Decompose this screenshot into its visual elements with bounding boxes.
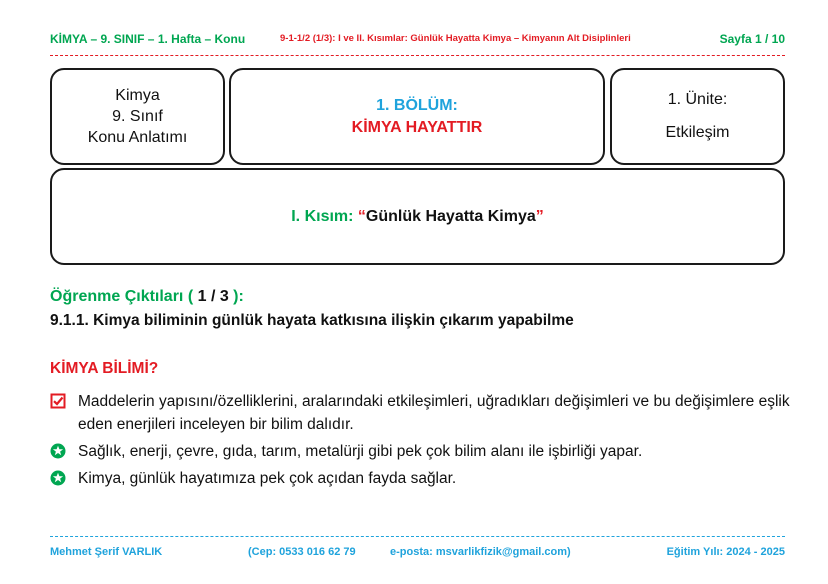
bullet-text: Sağlık, enerji, çevre, gıda, tarım, metalürji gibi pek çok bilim alanı ile işbirliği yapar. (78, 443, 643, 460)
checkbox-checked-icon (50, 393, 66, 409)
list-item (50, 467, 790, 490)
chapter-number: 1. BÖLÜM: (376, 96, 458, 114)
chapter-box (229, 68, 605, 165)
chemistry-section-title: KİMYA BİLİMİ? (50, 360, 159, 377)
footer-phone: (Cep: 0533 016 62 79 (248, 546, 356, 558)
list-item (50, 440, 790, 463)
learning-outcome-item: 9.1.1. Kimya biliminin günlük hayata katkısına ilişkin çıkarım yapabilme (50, 312, 574, 329)
star-circle-icon (50, 443, 66, 459)
footer-email: e-posta: msvarlikfizik@gmail.com) (390, 546, 571, 558)
footer-divider (50, 536, 785, 537)
list-item (50, 390, 790, 436)
section-title-text: Günlük Hayatta Kimya (365, 207, 536, 225)
header-course: KİMYA – 9. SINIF – 1. Hafta – Konu (50, 32, 246, 46)
grade-label: 9. Sınıf (112, 108, 163, 125)
unit-title: Etkileşim (665, 123, 730, 141)
footer-author: Mehmet Şerif VARLIK (50, 546, 163, 558)
outcomes-suffix: ): (228, 288, 244, 305)
header-topic: 9-1-1/2 (1/3): I ve II. Kısımlar: Günlük Hayatta Kimya – Kimyanın Alt Disiplinleri (280, 33, 631, 44)
quote-open: “ (357, 207, 366, 225)
page-header (50, 32, 785, 50)
unit-box (610, 68, 785, 165)
doc-type-label: Konu Anlatımı (87, 129, 188, 146)
chapter-title: KİMYA HAYATTIR (351, 118, 483, 136)
outcomes-label: Öğrenme Çıktıları ( (50, 288, 198, 305)
bullet-text: Kimya, günlük hayatımıza pek çok açıdan fayda sağlar. (78, 470, 457, 487)
learning-outcomes-title (50, 288, 244, 306)
section-prefix: I. Kısım: (291, 207, 358, 225)
course-info-box (50, 68, 225, 165)
star-circle-icon (50, 470, 66, 486)
header-page-number: Sayfa 1 / 10 (719, 32, 785, 46)
subject-label: Kimya (115, 87, 160, 104)
unit-number: 1. Ünite: (667, 91, 728, 109)
bullet-text: Maddelerin yapısını/özelliklerini, aralarındaki etkileşimleri, uğradıkları değişimleri ve bu değişimlere eşlik eden enerjileri inceleyen bir bilim dalıdır. (78, 393, 790, 433)
footer-year: Eğitim Yılı: 2024 - 2025 (666, 546, 785, 558)
outcomes-count: 1 / 3 (197, 288, 229, 305)
section-heading (291, 208, 544, 226)
page-footer (50, 546, 785, 562)
section-box (50, 168, 785, 265)
quote-close: ” (535, 207, 544, 225)
header-divider (50, 55, 785, 56)
bullet-list (50, 390, 790, 494)
